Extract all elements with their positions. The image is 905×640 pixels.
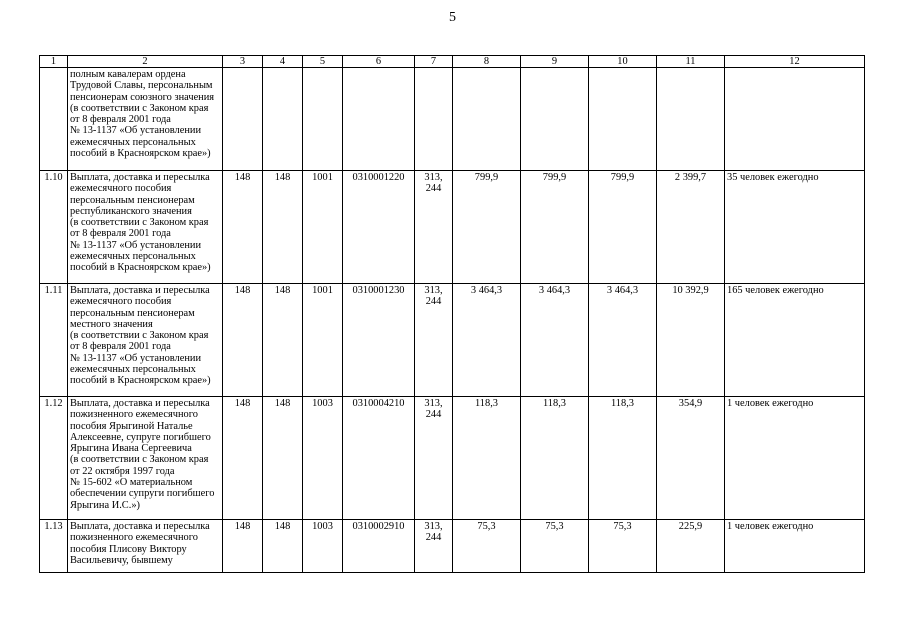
cell-col7: 313, 244 xyxy=(415,171,453,284)
cell-col7: 313, 244 xyxy=(415,520,453,573)
cell-col4: 148 xyxy=(263,171,303,284)
cell-col4: 148 xyxy=(263,520,303,573)
cell-col8: 3 464,3 xyxy=(453,284,521,397)
table-row xyxy=(40,397,865,520)
cell-col7: 313, 244 xyxy=(415,284,453,397)
cell-col8: 799,9 xyxy=(453,171,521,284)
table-row xyxy=(40,68,865,171)
cell-col4 xyxy=(263,68,303,171)
item-number: 1.10 xyxy=(40,171,68,284)
cell-col6: 0310001230 xyxy=(343,284,415,397)
cell-col6 xyxy=(343,68,415,171)
column-header-6: 6 xyxy=(343,56,415,68)
item-number: 1.13 xyxy=(40,520,68,573)
item-number: 1.12 xyxy=(40,397,68,520)
cell-col10: 3 464,3 xyxy=(589,284,657,397)
column-header-7: 7 xyxy=(415,56,453,68)
cell-col10: 75,3 xyxy=(589,520,657,573)
column-header-3: 3 xyxy=(223,56,263,68)
column-header-11: 11 xyxy=(657,56,725,68)
cell-col3: 148 xyxy=(223,284,263,397)
item-description: Выплата, доставка и пересылка ежемесячного пособия персональным пенсионерам местного значения (в соответствии с Законом края от 8 февраля 2001 года № 13-1137 «Об установлении ежемесячных персональных пособий в Красноярском крае») xyxy=(68,284,223,397)
header-row xyxy=(40,56,865,68)
cell-col8 xyxy=(453,68,521,171)
cell-col12: 35 человек ежегодно xyxy=(725,171,865,284)
item-number xyxy=(40,68,68,171)
cell-col5: 1003 xyxy=(303,520,343,573)
cell-col4: 148 xyxy=(263,284,303,397)
cell-col3: 148 xyxy=(223,397,263,520)
cell-col8: 75,3 xyxy=(453,520,521,573)
item-description: Выплата, доставка и пересылка пожизненного ежемесячного пособия Плисову Виктору Васильевичу, бывшему xyxy=(68,520,223,573)
column-header-8: 8 xyxy=(453,56,521,68)
table-row xyxy=(40,284,865,397)
cell-col12: 1 человек ежегодно xyxy=(725,520,865,573)
cell-col5: 1001 xyxy=(303,284,343,397)
cell-col9: 3 464,3 xyxy=(521,284,589,397)
column-header-12: 12 xyxy=(725,56,865,68)
budget-table xyxy=(39,55,865,573)
cell-col6: 0310004210 xyxy=(343,397,415,520)
cell-col11: 225,9 xyxy=(657,520,725,573)
cell-col5: 1003 xyxy=(303,397,343,520)
cell-col7: 313, 244 xyxy=(415,397,453,520)
cell-col6: 0310002910 xyxy=(343,520,415,573)
cell-col10: 799,9 xyxy=(589,171,657,284)
cell-col12: 1 человек ежегодно xyxy=(725,397,865,520)
cell-col3: 148 xyxy=(223,520,263,573)
cell-col5: 1001 xyxy=(303,171,343,284)
column-header-10: 10 xyxy=(589,56,657,68)
cell-col12 xyxy=(725,68,865,171)
column-header-5: 5 xyxy=(303,56,343,68)
column-header-1: 1 xyxy=(40,56,68,68)
table-row xyxy=(40,171,865,284)
column-header-9: 9 xyxy=(521,56,589,68)
column-header-2: 2 xyxy=(68,56,223,68)
cell-col11 xyxy=(657,68,725,171)
cell-col11: 2 399,7 xyxy=(657,171,725,284)
cell-col11: 10 392,9 xyxy=(657,284,725,397)
table-body xyxy=(40,68,865,573)
cell-col11: 354,9 xyxy=(657,397,725,520)
cell-col5 xyxy=(303,68,343,171)
cell-col12: 165 человек ежегодно xyxy=(725,284,865,397)
cell-col8: 118,3 xyxy=(453,397,521,520)
item-description: Выплата, доставка и пересылка ежемесячного пособия персональным пенсионерам республиканского значения (в соответствии с Законом края от 8 февраля 2001 года № 13-1137 «Об установлении ежемесячных персональных пособий в Красноярском крае») xyxy=(68,171,223,284)
table-row xyxy=(40,520,865,573)
cell-col3 xyxy=(223,68,263,171)
cell-col10 xyxy=(589,68,657,171)
cell-col3: 148 xyxy=(223,171,263,284)
column-header-4: 4 xyxy=(263,56,303,68)
item-description: Выплата, доставка и пересылка пожизненного ежемесячного пособия Ярыгиной Наталье Алексеевне, супруге погибшего Ярыгина Ивана Сергеевича (в соответствии с Законом края от 22 октября 1997 года № 15-602 «О материальном обеспечении супруги погибшего Ярыгина И.С.») xyxy=(68,397,223,520)
cell-col10: 118,3 xyxy=(589,397,657,520)
cell-col9: 799,9 xyxy=(521,171,589,284)
cell-col9: 75,3 xyxy=(521,520,589,573)
item-description: полным кавалерам ордена Трудовой Славы, персональным пенсионерам союзного значения (в соответствии с Законом края от 8 февраля 2001 года № 13-1137 «Об установлении ежемесячных персональных пособий в Красноярском крае») xyxy=(68,68,223,171)
item-number: 1.11 xyxy=(40,284,68,397)
cell-col7 xyxy=(415,68,453,171)
cell-col9: 118,3 xyxy=(521,397,589,520)
cell-col6: 0310001220 xyxy=(343,171,415,284)
cell-col9 xyxy=(521,68,589,171)
page-number: 5 xyxy=(449,10,456,25)
table-header xyxy=(40,56,865,68)
cell-col4: 148 xyxy=(263,397,303,520)
